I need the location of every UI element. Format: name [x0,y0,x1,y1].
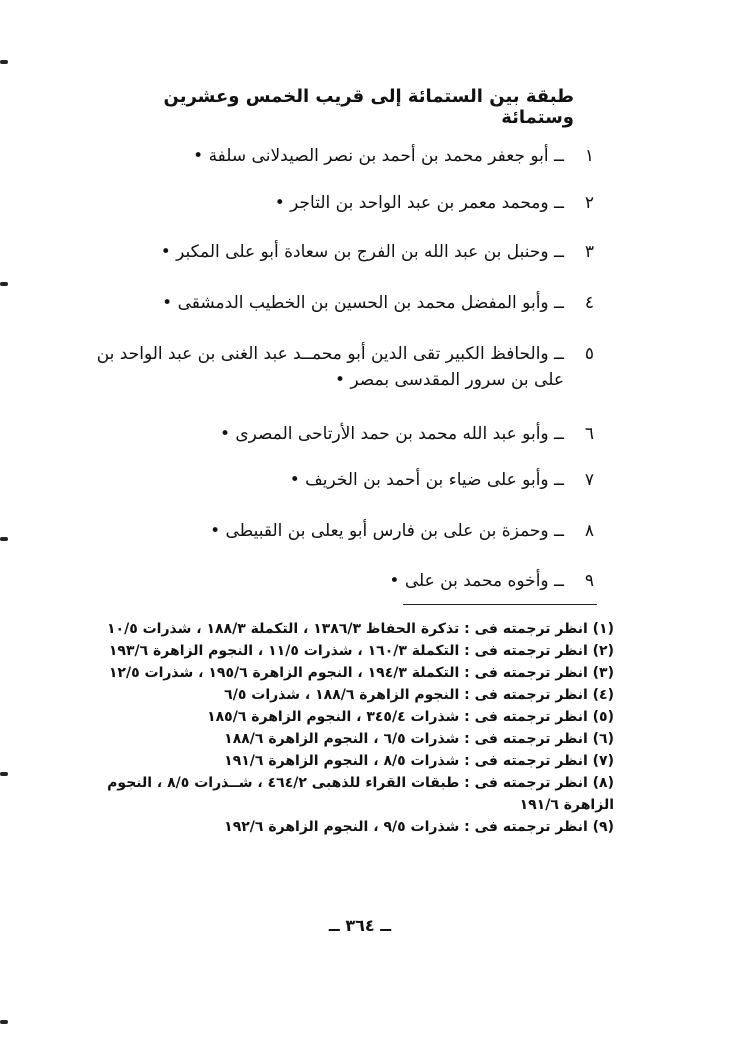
footnote-4: (٤) انظر ترجمته فى : النجوم الزاهرة ١٨٨/٦ ، شذرات ٦/٥ [224,687,614,703]
entry-7 [94,467,594,493]
scan-edge-mark [0,1020,8,1024]
entry-2 [94,190,594,216]
footnote-1: (١) انظر ترجمته فى : تذكرة الحفاظ ١٣٨٦/٣ ، التكملة ١٨٨/٣ ، شذرات ١٠/٥ [106,621,614,637]
entry-text: ــ وحنبل بن عبد الله بن الفرج بن سعادة أبو على المكبر • [160,242,564,262]
footnote-divider [403,604,597,605]
entry-text: ــ وأخوه محمد بن على • [389,571,564,591]
entry-number: ٦ [584,424,594,444]
scan-edge-mark [0,282,8,286]
footnote-2: (٢) انظر ترجمته فى : التكملة ١٦٠/٣ ، شذرات ١١/٥ ، النجوم الزاهرة ١٩٣/٦ [108,643,614,659]
entry-number: ٨ [584,521,594,541]
entry-number: ٥ [584,344,594,364]
entry-1 [94,143,594,169]
entry-number: ٣ [584,242,594,262]
entry-text: ــ وأبو المفضل محمد بن الحسين بن الخطيب الدمشقى • [162,293,564,313]
entry-6 [94,421,594,447]
scan-edge-mark [0,60,8,64]
entry-5 [94,341,594,393]
entry-number: ١ [584,146,594,166]
entry-number: ٩ [584,571,594,591]
entry-text: ــ وأبو عبد الله محمد بن حمد الأرتاحى المصرى • [219,424,564,444]
entry-text: ــ وحمزة بن على بن فارس أبو يعلى بن القبيطى • [210,521,564,541]
entry-8 [94,518,594,544]
entry-3 [94,239,594,265]
entry-number: ٢ [584,193,594,213]
entry-text: ــ وأبو على ضياء بن أحمد بن الخريف • [289,470,564,490]
footnote-9: (٩) انظر ترجمته فى : شذرات ٩/٥ ، النجوم الزاهرة ١٩٢/٦ [224,819,614,835]
scan-edge-mark [0,772,8,776]
scan-edge-mark [0,537,8,541]
footnote-8: (٨) انظر ترجمته فى : طبقات القراء للذهبى ٤٦٤/٢ ، شــذرات ٨/٥ ، النجوم الزاهرة ١٩١/٦ [107,775,614,813]
page-number: ــ ٣٦٤ ــ [328,916,392,935]
section-heading: طبقة بين الستمائة إلى قريب الخمس وعشرين وستمائة [163,86,574,128]
entry-text: ــ ومحمد معمر بن عبد الواحد بن التاجر • [274,193,564,213]
footnote-7: (٧) انظر ترجمته فى : شذرات ٨/٥ ، النجوم الزاهرة ١٩١/٦ [224,753,614,769]
entry-4 [94,290,594,316]
entry-text: ــ أبو جعفر محمد بن أحمد بن نصر الصيدلانى سلفة • [193,146,564,166]
entry-number: ٤ [584,293,594,313]
footnotes [94,618,614,838]
entry-9 [94,568,594,594]
footnote-5: (٥) انظر ترجمته فى : شذرات ٣٤٥/٤ ، النجوم الزاهرة ١٨٥/٦ [207,709,614,725]
footnote-6: (٦) انظر ترجمته فى : شذرات ٦/٥ ، النجوم الزاهرة ١٨٨/٦ [224,731,614,747]
entry-number: ٧ [584,470,594,490]
entry-text: ــ والحافظ الكبير تقى الدين أبو محمــد عبد الغنى بن عبد الواحد بن على بن سرور المقدسى بمصر • [96,344,564,390]
footnote-3: (٣) انظر ترجمته فى : التكملة ١٩٤/٣ ، النجوم الزاهرة ١٩٥/٦ ، شذرات ١٢/٥ [108,665,614,681]
